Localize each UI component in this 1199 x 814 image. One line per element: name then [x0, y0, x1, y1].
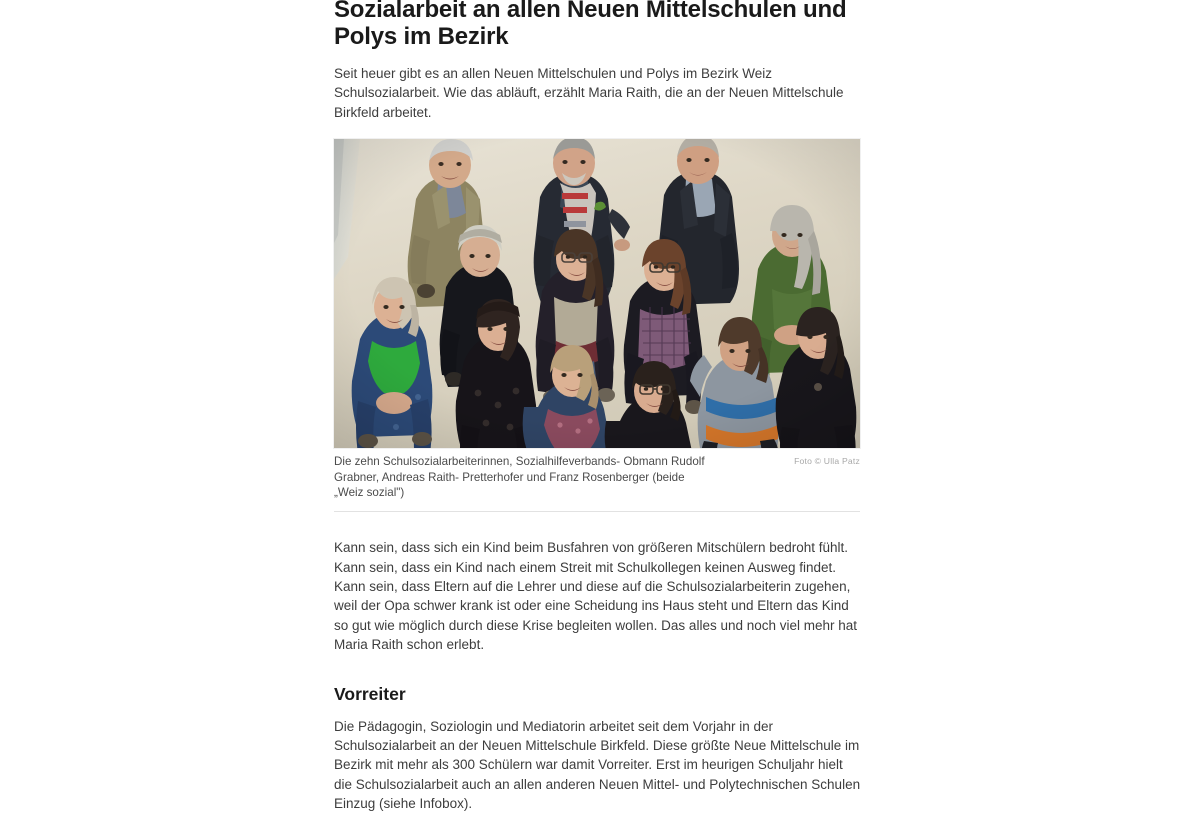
- figure-caption-block: [334, 454, 860, 512]
- figure-caption-text: Die zehn Schulsozialarbeiterinnen, Sozialhilfeverbands- Obmann Rudolf Grabner, Andreas Raith- Pretterhofer und Franz Rosenberger (beide „Weiz sozial"): [334, 455, 705, 500]
- article-photo: [334, 139, 860, 448]
- photo-credit: Foto © Ulla Patz: [794, 456, 860, 467]
- article-container: [334, 0, 862, 814]
- article-lead-paragraph: Seit heuer gibt es an allen Neuen Mittelschulen und Polys im Bezirk Weiz Schulsozialarbeit. Wie das abläuft, erzählt Maria Raith, die an der Neuen Mittelschule Birkfeld arbeitet.: [334, 66, 844, 120]
- article-subheading-vorreiter: Vorreiter: [334, 683, 406, 704]
- article-paragraph-2: Die Pädagogin, Soziologin und Mediatorin arbeitet seit dem Vorjahr in der Schulsozialarbeit an der Neuen Mittelschule Birkfeld. Diese größte Neue Mittelschule im Bezirk mit mehr als 300 Schülern war damit Vorreiter. Erst im heurigen Schuljahr hielt die Schulsozialarbeit auch an allen anderen Neuen Mittel- und Polytechnischen Schulen Einzug (siehe Infobox).: [334, 718, 861, 812]
- article-figure: [334, 139, 860, 512]
- page-title: Sozialarbeit an allen Neuen Mittelschulen und Polys im Bezirk: [334, 0, 847, 50]
- article-paragraph-1: Kann sein, dass sich ein Kind beim Busfahren von größeren Mitschülern bedroht fühlt. Kann sein, dass ein Kind nach einem Streit mit Schulkollegen keinen Ausweg findet. Kann sein, dass Eltern auf die Lehrer und diese auf die Schulsozialarbeiterin zugehen, weil der Opa schwer krank ist oder eine Scheidung ins Haus steht und Eltern das Kind so gut wie möglich durch diese Krise begleiten wollen. Das alles und noch viel mehr hat Maria Raith schon erlebt.: [334, 540, 858, 653]
